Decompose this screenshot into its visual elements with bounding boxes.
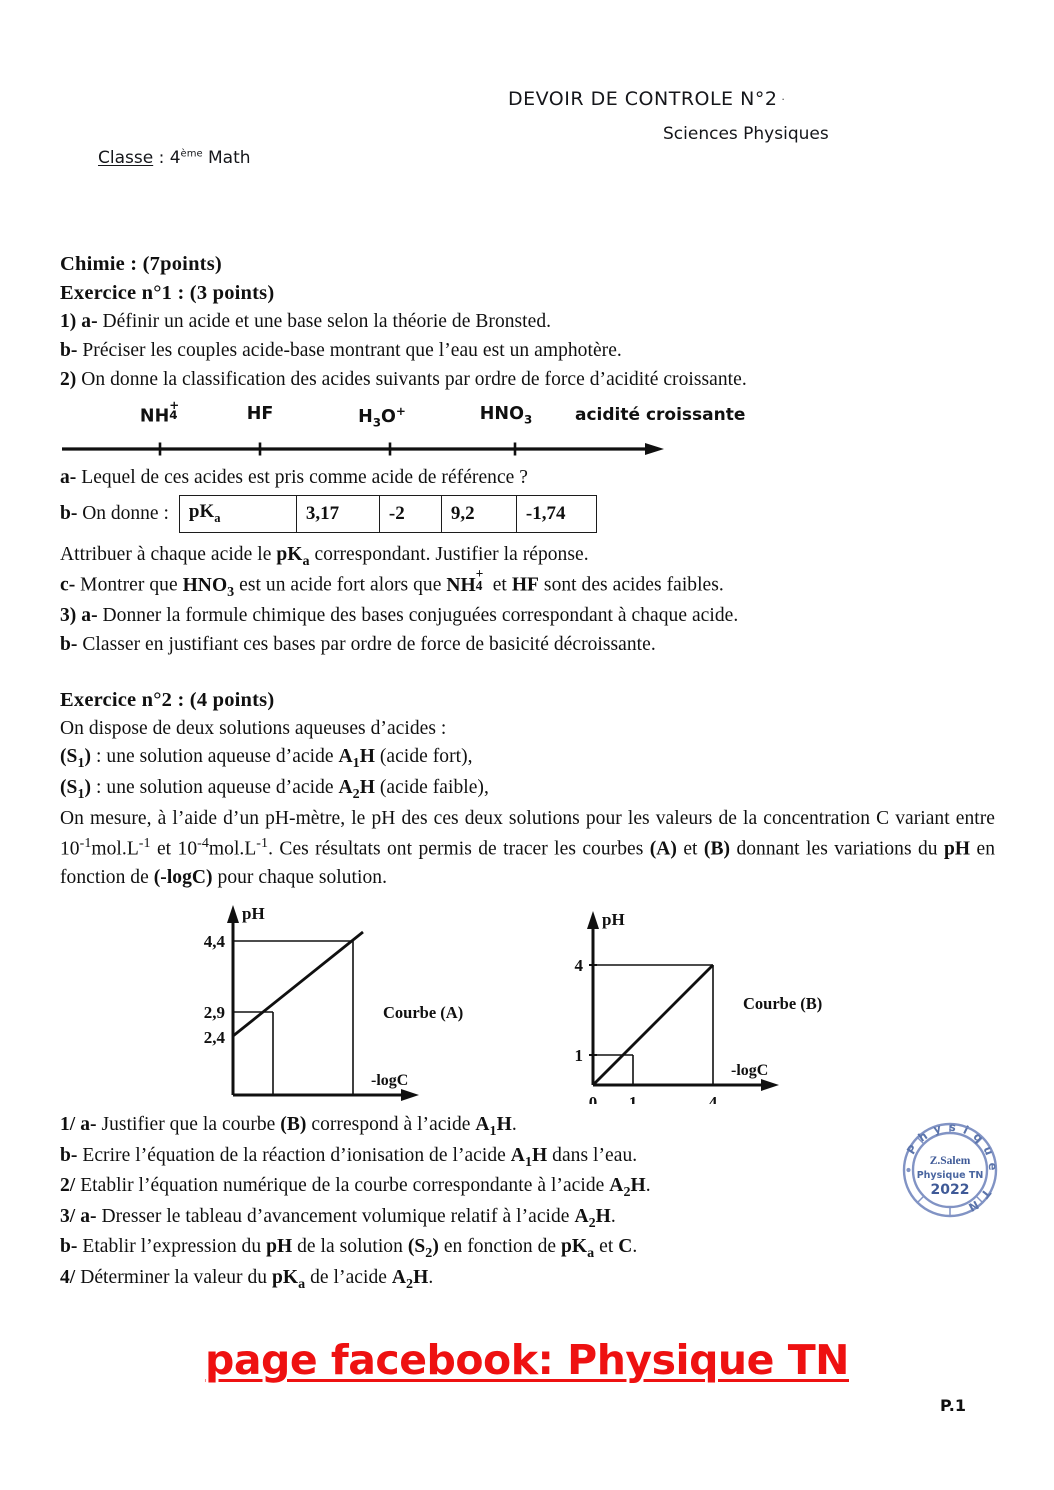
exercise1-title: Exercice n°1 : (3 points)	[60, 282, 275, 305]
ex1-q1a: 1) a- Définir un acide et une base selon la théorie de Bronsted.	[60, 311, 552, 333]
chart-b-xtick-2: 1	[628, 1093, 638, 1105]
ex2-paragraph: On mesure, à l’aide d’un pH-mètre, le pH des ces deux solutions pour les valeurs de la concentration C variant entre $10^{-1}mol.L^{-1}$ et $10^{-4}mol.L^{-1}$. Ces résultats ont permis de tracer les courbes (A) et (B) donnant les variations du pH en fonction de (-logC) pour chaque solution.	[60, 807, 995, 889]
chart-a-ytick-2: 2,9	[203, 1003, 225, 1023]
acid-label-hno3: $HNO_3$	[479, 404, 533, 427]
chart-courbe-a	[185, 899, 515, 1109]
chemistry-section-title: Chimie : (7points)	[60, 253, 222, 275]
chart-a-xtick-2	[269, 1103, 278, 1104]
pka-value-1: 3,17	[296, 495, 379, 532]
stamp-subject: Physique TN	[916, 1170, 984, 1181]
acidity-axis-svg	[60, 434, 680, 458]
ex2-q3a: 3/ a- Dresser le tableau d’avancement volumique relatif à l’acide $A_2H$.	[60, 1205, 616, 1231]
chart-courbe-b	[545, 899, 875, 1109]
chart-a-ylabel: pH	[242, 904, 265, 924]
exercise2-title: Exercice n°2 : (4 points)	[60, 688, 275, 711]
exam-title	[508, 88, 785, 110]
ex2-q1a: 1/ a- Justifier que la courbe (B) correspond à l’acide $A_1H$.	[60, 1114, 517, 1139]
chart-a-xtick-1	[229, 1103, 238, 1104]
ex1-q3b: b- Classer en justifiant ces bases par ordre de force de basicité décroissante.	[60, 634, 656, 656]
ex1-q2: 2) On donne la classification des acides suivants par ordre de force d’acidité croissante.	[60, 368, 747, 390]
pka-table-row	[60, 495, 995, 533]
pka-value-2: -2	[379, 495, 441, 532]
stamp-year: 2022	[930, 1182, 970, 1198]
ex1-q2c: c- Montrer que $HNO_3$ est un acide fort alors que NH + 4 et HF sont des acides faibles.	[60, 566, 724, 600]
ex2-q4: 4/ Déterminer la valeur du $pK_a$ de l’acide $A_2H$.	[60, 1266, 434, 1292]
ex2-s1-line: $(S_1)$ : une solution aqueuse d’acide $A_1H$ (acide fort),	[60, 746, 473, 772]
class-level: Math	[202, 148, 251, 168]
class-value: : 4	[153, 148, 181, 168]
ex1-q3a: 3) a- Donner la formule chimique des bases conjuguées correspondant à chaque acide.	[60, 605, 739, 627]
chart-b-ylabel: pH	[602, 910, 625, 930]
ex2-q1b: b- Ecrire l’équation de la réaction d’ionisation de l’acide $A_1H$ dans l’eau.	[60, 1144, 638, 1170]
table-row	[179, 495, 596, 532]
chart-b-caption: Courbe (B)	[743, 994, 823, 1014]
ex2-intro: On dispose de deux solutions aqueuses d’acides :	[60, 717, 447, 739]
main-content	[60, 250, 995, 1294]
chart-b-xtick-1: 0	[588, 1093, 598, 1105]
pka-subscript: a	[214, 511, 221, 526]
class-label: Classe	[98, 148, 154, 168]
acidity-direction-label: acidité croissante	[575, 405, 746, 426]
acidity-axis	[60, 434, 995, 458]
nh4-charge-stack: + 4	[169, 398, 180, 423]
ex2-q2: 2/ Etablir l’équation numérique de la courbe correspondante à l’acide $A_2H$.	[60, 1175, 651, 1200]
ex1-attribuer: Attribuer à chaque acide le $pK_a$ correspondant. Justifier la réponse.	[60, 543, 589, 569]
teacher-stamp-svg	[898, 1118, 1002, 1222]
chart-courbe-a-svg	[185, 899, 515, 1104]
stamp-ring-text: Physique TN	[903, 1119, 1001, 1218]
pka-value-4: -1,74	[516, 495, 596, 532]
acid-label-h3o: $H_3O^+$	[358, 404, 406, 430]
ex1-q2a: a- Lequel de ces acides est pris comme acide de référence ?	[60, 467, 528, 489]
facebook-promo-text: page facebook: Physique TN	[204, 1336, 849, 1384]
stamp-name: Z.Salem	[929, 1155, 971, 1167]
pka-header-cell: $pK_a$	[179, 495, 296, 532]
ex2-s2-line: $(S_1)$ : une solution aqueuse d’acide $A_2H$ (acide faible),	[60, 777, 489, 802]
chart-a-xtick-3	[349, 1103, 358, 1104]
acid-label-hf: HF	[246, 404, 274, 425]
title-dot-mark: ·	[781, 93, 786, 106]
facebook-promo	[0, 1336, 1054, 1384]
chart-a-ytick-1: 4,4	[203, 932, 225, 952]
chart-b-ytick-2: 1	[574, 1046, 583, 1066]
chart-b-xtick-3: 4	[708, 1093, 718, 1105]
nh4-charge-stack-inline: + 4	[475, 566, 484, 593]
acidity-scale-labels	[60, 398, 995, 432]
ex2-q3b: b- Etablir l’expression du pH de la solution $(S_2)$ en fonction de $pK_a$ et C.	[60, 1236, 638, 1262]
chart-a-xlabel: -logC	[371, 1072, 409, 1090]
class-field	[98, 148, 251, 168]
chart-a-ytick-3: 2,4	[203, 1028, 225, 1048]
pka-value-3: 9,2	[441, 495, 516, 532]
curves-figure	[60, 899, 995, 1111]
chart-a-caption: Courbe (A)	[383, 1003, 464, 1023]
pka-table	[179, 495, 597, 533]
page-number: P.1	[940, 1396, 966, 1415]
exam-subject: Sciences Physiques	[663, 124, 829, 144]
class-ordinal-suffix: ème	[180, 148, 203, 160]
chart-b-xlabel: -logC	[731, 1062, 769, 1080]
chart-b-ytick-1: 4	[574, 956, 583, 976]
chart-courbe-b-svg	[545, 899, 875, 1104]
pka-table-lead: b- On donne :	[60, 502, 169, 524]
acid-label-nh4: NH + 4	[139, 398, 180, 427]
teacher-stamp	[898, 1118, 1002, 1222]
ex1-q1b: b- Préciser les couples acide-base montrant que l’eau est un amphotère.	[60, 339, 622, 361]
exam-title-text: DEVOIR DE CONTROLE N°2	[508, 88, 778, 110]
acidity-scale-figure	[60, 398, 995, 460]
